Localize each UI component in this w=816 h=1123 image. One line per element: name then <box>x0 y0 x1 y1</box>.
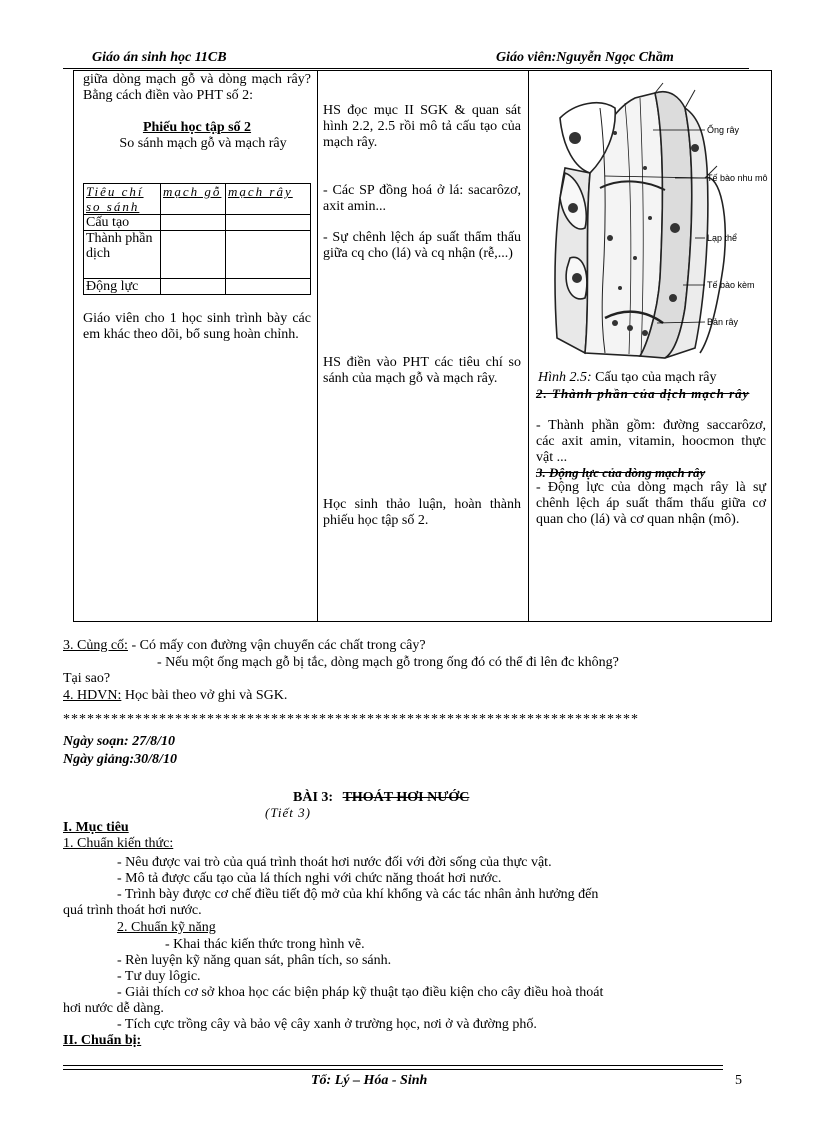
table-row-label: Động lực <box>84 279 161 295</box>
hdvn-label: 4. HDVN: <box>63 688 122 703</box>
table-row-label: Cấu tạo <box>84 215 161 231</box>
subsection-knowledge: 1. Chuẩn kiến thức: <box>63 836 174 851</box>
col3-p3: - Động lực của dòng mạch rây là sự chênh lệch áp suất thẩm thấu giữa cơ quan cho (lá) và cơ quan nhận (mô). <box>536 480 766 527</box>
sheet-subtitle: So sánh mạch gỗ và mạch rây <box>119 136 287 151</box>
figure-label-sieve-tube: Ống rây <box>707 125 740 135</box>
table-head-xylem: mạch gỗ <box>161 184 226 215</box>
header-rule <box>63 68 749 69</box>
section-objectives: I. Mục tiêu <box>63 820 129 835</box>
footer-rule-2 <box>63 1069 723 1070</box>
header-left: Giáo án sinh học 11CB <box>92 50 227 65</box>
separator-stars: ************************************************************************ <box>63 712 639 727</box>
cungco-q2b: Tại sao? <box>63 671 111 686</box>
skill-4: - Giải thích cơ sở khoa học các biện pháp kỹ thuật tạo điều kiện cho cây điều hoà thoát <box>117 985 604 1000</box>
hdvn-text: Học bài theo vở ghi và SGK. <box>121 688 288 703</box>
skill-3: - Tư duy lôgic. <box>117 969 201 984</box>
figure-label-parenchyma: Tế bào nhu mô <box>707 173 768 183</box>
lesson-prefix: BÀI 3: <box>293 790 334 805</box>
col2-p1: HS đọc mục II SGK & quan sát hình 2.2, 2.5 rồi mô tả cấu tạo của mạch rây. <box>323 103 521 150</box>
footer-center: Tổ: Lý – Hóa - Sinh <box>311 1073 428 1088</box>
knowledge-3: - Trình bày được cơ chế điều tiết độ mở của khí khổng và các tác nhân ảnh hưởng đến <box>117 887 599 902</box>
col1-paragraph: Giáo viên cho 1 học sinh trình bày các em khác theo dõi, bổ sung hoàn chỉnh. <box>83 311 311 342</box>
cungco-line-1 <box>63 638 426 654</box>
table-row-label: Thành phần dịch <box>84 231 161 279</box>
comparison-table <box>83 183 311 295</box>
col3-heading-3: 3. Động lực của dòng mạch rây <box>536 465 706 480</box>
lesson-heading <box>293 790 469 806</box>
footer-rule-1 <box>63 1065 723 1066</box>
header-right: Giáo viên:Nguyễn Ngọc Chầm <box>496 50 674 65</box>
figure-caption <box>538 370 716 386</box>
col2-p5: Học sinh thảo luận, hoàn thành phiếu học tập số 2. <box>323 497 521 528</box>
col3-p2: - Thành phần gồm: đường saccarôzơ, các axit amin, vitamin, hoocmon thực vật ... <box>536 418 766 465</box>
skill-2: - Rèn luyện kỹ năng quan sát, phân tích, so sánh. <box>117 953 392 968</box>
section-preparation: II. Chuẩn bị: <box>63 1033 142 1048</box>
skill-1: - Khai thác kiến thức trong hình vẽ. <box>165 937 365 952</box>
column-divider-1 <box>317 70 318 622</box>
figure-label-plastid: Lạp thể <box>707 233 738 243</box>
col2-p4: HS điền vào PHT các tiêu chí so sánh của mạch gỗ và mạch rây. <box>323 355 521 386</box>
col3-heading-2: 2. Thành phần của dịch mạch rây <box>536 386 750 401</box>
lesson-title: THOÁT HƠI NƯỚC <box>342 790 470 805</box>
knowledge-2: - Mô tả được cấu tạo của lá thích nghi với chức năng thoát hơi nước. <box>117 871 502 886</box>
col2-p2: - Các SP đồng hoá ở lá: sacarôzơ, axit amin... <box>323 183 521 214</box>
subsection-skills: 2. Chuẩn kỹ năng <box>117 920 216 935</box>
knowledge-1: - Nêu được vai trò của quá trình thoát hơi nước đối với đời sống của thực vật. <box>117 855 552 870</box>
hdvn-line <box>63 688 287 704</box>
caption-text: Cấu tạo của mạch rây <box>595 370 717 385</box>
column-divider-2 <box>528 70 529 622</box>
table-head-criteria: Tiêu chí so sánh <box>84 184 161 215</box>
table-head-phloem: mạch rây <box>226 184 311 215</box>
figure-label-companion-cell: Tế bào kèm <box>707 280 755 290</box>
ngay-giang: Ngày giảng:30/8/10 <box>63 752 177 767</box>
ngay-soan: Ngày soạn: 27/8/10 <box>63 734 175 749</box>
col2-p3: - Sự chênh lệch áp suất thẩm thấu giữa cq cho (lá) và cq nhận (rễ,...) <box>323 230 521 261</box>
cungco-q1: - Có mấy con đường vận chuyển các chất trong cây? <box>127 638 426 653</box>
sheet-title: Phiếu học tập số 2 <box>142 120 252 135</box>
cungco-label: 3. Củng cố: <box>63 638 128 653</box>
page-number: 5 <box>735 1073 742 1088</box>
skill-4b: hơi nước dễ dàng. <box>63 1001 164 1016</box>
phloem-structure-figure <box>545 78 770 360</box>
col1-intro: giữa dòng mạch gỗ và dòng mạch rây? Bằng cách điền vào PHT số 2: <box>83 72 311 103</box>
cungco-q2: - Nếu một ống mạch gỗ bị tắc, dòng mạch gỗ trong ống đó có thể đi lên đc không? <box>157 655 619 670</box>
figure-label-sieve-plate: Bản rây <box>707 317 739 327</box>
skill-5: - Tích cực trồng cây và bảo vệ cây xanh ở trường học, nơi ở và đường phố. <box>117 1017 537 1032</box>
caption-prefix: Hình 2.5: <box>538 370 592 385</box>
lesson-period: (Tiết 3) <box>265 805 311 820</box>
knowledge-3b: quá trình thoát hơi nước. <box>63 903 202 918</box>
